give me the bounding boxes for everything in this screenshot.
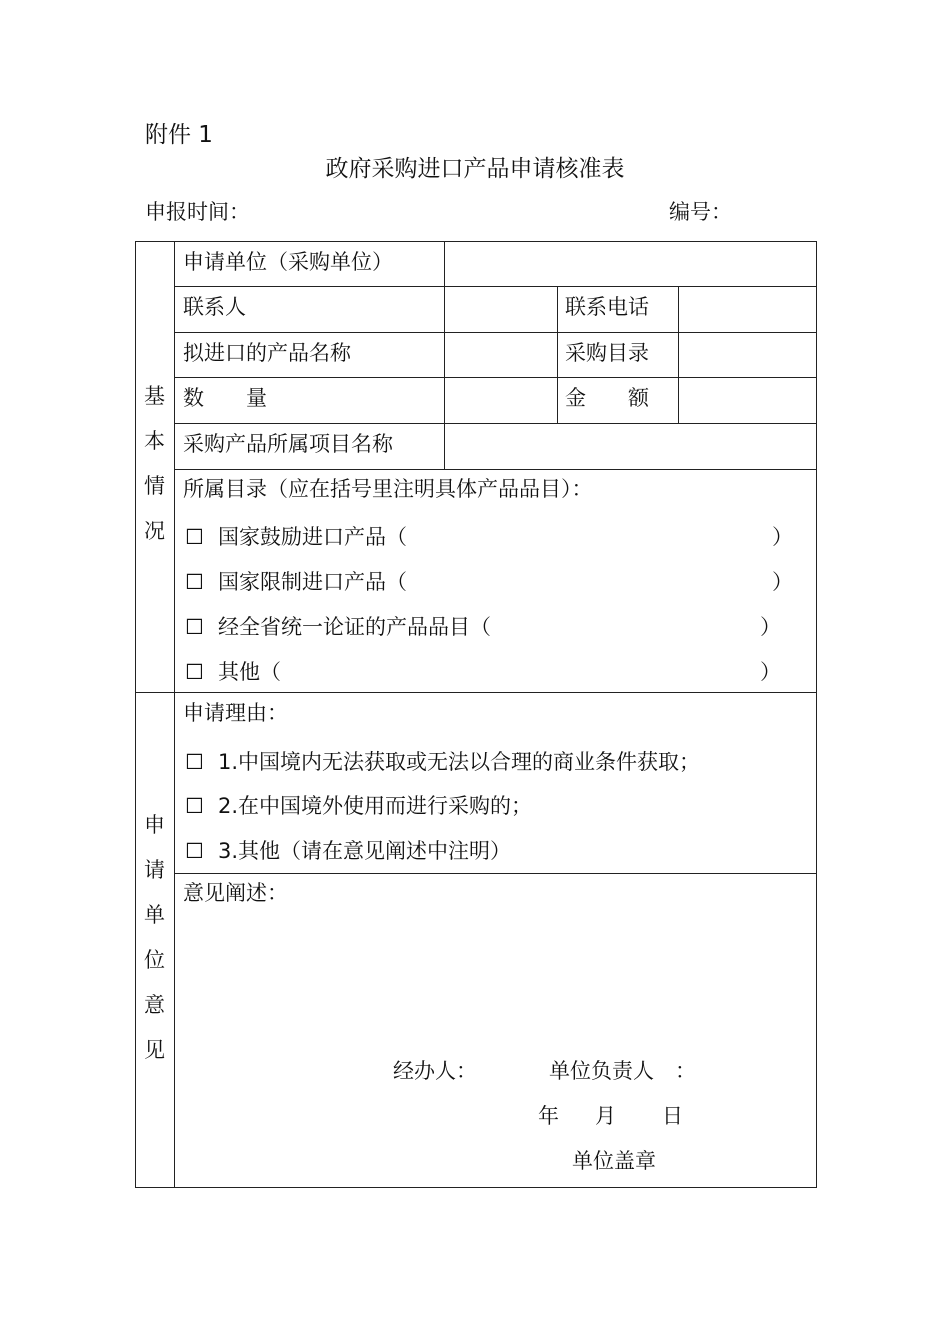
row-divider	[174, 423, 817, 424]
reason-option-1: 1.中国境内无法获取或无法以合理的商业条件获取；	[218, 750, 701, 774]
closing-paren: ）	[760, 660, 781, 684]
amount-label: 金 额	[565, 386, 649, 410]
table-border-right	[816, 241, 817, 1188]
applicant-unit-label: 申请单位（采购单位）	[183, 250, 393, 274]
applicant-opinion-label	[135, 803, 174, 1073]
section-divider	[135, 692, 817, 693]
label-char: 位	[144, 948, 165, 972]
month-label: 月	[595, 1104, 616, 1128]
application-form-table	[135, 241, 817, 1188]
unit-stamp-label: 单位盖章	[572, 1149, 656, 1173]
attachment-label: 附件 1	[145, 122, 213, 148]
closing-paren: ）	[772, 570, 793, 594]
reason-option-3: 3.其他（请在意见阐述中注明）	[218, 839, 512, 863]
serial-number-label: 编号：	[669, 200, 732, 224]
checkbox-icon[interactable]: ☐	[185, 750, 204, 774]
procurement-catalog-label: 采购目录	[565, 341, 649, 365]
basic-info-label	[135, 374, 174, 554]
row-divider	[174, 286, 817, 287]
checkbox-icon[interactable]: ☐	[185, 570, 204, 594]
label-char: 况	[144, 519, 165, 543]
label-char: 情	[144, 474, 165, 498]
catalog-option-encouraged: 国家鼓励进口产品（	[218, 525, 407, 549]
label-char: 基	[144, 384, 165, 408]
row-divider	[174, 873, 817, 874]
table-border-top	[135, 241, 817, 242]
product-name-label: 拟进口的产品名称	[183, 341, 351, 365]
project-name-label: 采购产品所属项目名称	[183, 432, 393, 456]
checkbox-icon[interactable]: ☐	[185, 615, 204, 639]
checkbox-icon[interactable]: ☐	[185, 839, 204, 863]
checkbox-icon[interactable]: ☐	[185, 794, 204, 818]
catalog-option-restricted: 国家限制进口产品（	[218, 570, 407, 594]
label-char: 本	[144, 429, 165, 453]
label-char: 见	[144, 1038, 165, 1062]
apply-time-label: 申报时间：	[145, 200, 250, 224]
table-border-bottom	[135, 1187, 817, 1188]
reason-option-2: 2.在中国境外使用而进行采购的；	[218, 794, 533, 818]
reason-heading: 申请理由：	[183, 701, 288, 725]
label-char: 意	[144, 993, 165, 1017]
row-divider	[174, 332, 817, 333]
label-char: 单	[144, 903, 165, 927]
unit-leader-label: 单位负责人 ：	[549, 1059, 696, 1083]
year-label: 年	[538, 1104, 559, 1128]
label-column-divider	[174, 241, 175, 1188]
column-divider	[444, 241, 445, 469]
closing-paren: ）	[772, 525, 793, 549]
row-divider	[174, 469, 817, 470]
row-divider	[174, 377, 817, 378]
handler-label: 经办人：	[393, 1059, 477, 1083]
label-char: 请	[144, 858, 165, 882]
contact-person-label: 联系人	[183, 295, 246, 319]
checkbox-icon[interactable]: ☐	[185, 660, 204, 684]
form-title: 政府采购进口产品申请核准表	[325, 156, 625, 182]
catalog-heading: 所属目录（应在括号里注明具体产品品目）：	[183, 477, 593, 501]
catalog-option-other: 其他（	[218, 660, 281, 684]
catalog-option-provincial: 经全省统一论证的产品品目（	[218, 615, 491, 639]
opinion-heading: 意见阐述：	[183, 881, 288, 905]
label-char: 申	[144, 813, 165, 837]
quantity-label: 数 量	[183, 386, 267, 410]
day-label: 日	[662, 1104, 683, 1128]
column-divider	[557, 286, 558, 423]
contact-phone-label: 联系电话	[565, 295, 649, 319]
column-divider	[678, 286, 679, 423]
checkbox-icon[interactable]: ☐	[185, 525, 204, 549]
closing-paren: ）	[760, 615, 781, 639]
